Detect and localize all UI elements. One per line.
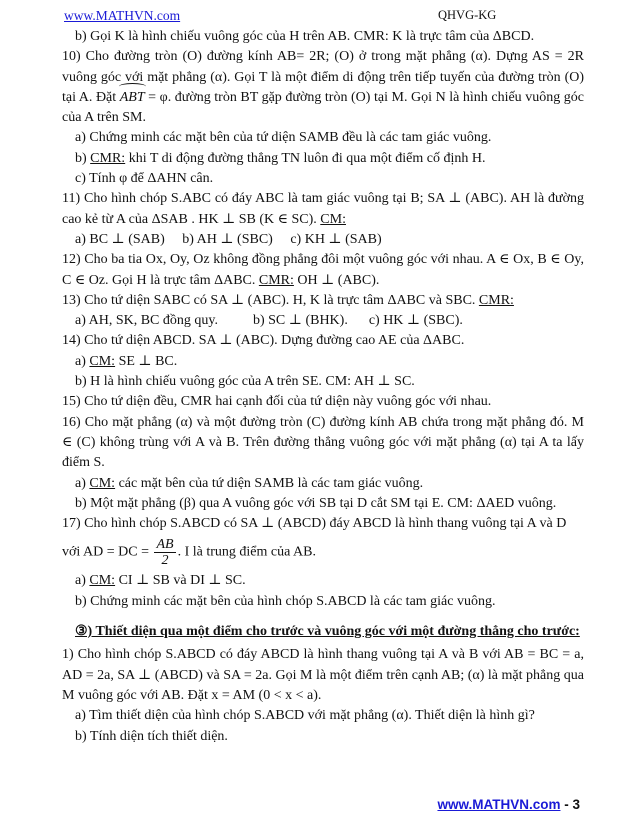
exercise-text: CI ⊥ SB và DI ⊥ SC. bbox=[115, 573, 246, 589]
fraction bbox=[154, 537, 175, 568]
section-title: ③) Thiết diện qua một điểm cho trước và vuông góc với một đường thẳng cho trước: bbox=[75, 624, 580, 640]
exercise-line bbox=[62, 149, 584, 169]
header-code: QHVG-KG bbox=[438, 8, 497, 22]
exercise-line: a) AH, SK, BC đồng quy. b) SC ⊥ (BHK). c) HK ⊥ (SBC). bbox=[75, 313, 463, 329]
exercise-line bbox=[62, 537, 584, 568]
underlined-label: CM: bbox=[89, 475, 116, 491]
exercise-17: 17) Cho hình chóp S.ABCD có SA ⊥ (ABCD) đáy ABCD là hình thang vuông tại A và D bbox=[62, 516, 567, 532]
exercise-text: với AD = DC = bbox=[62, 545, 153, 561]
exercise-11 bbox=[62, 189, 584, 230]
exercise-text: a) bbox=[75, 573, 90, 589]
page-footer bbox=[437, 797, 580, 812]
exercise-line: b) H là hình chiếu vuông góc của A trên SE. CM: AH ⊥ SC. bbox=[75, 374, 415, 390]
fraction-denominator: 2 bbox=[161, 553, 169, 569]
exercise-10 bbox=[62, 47, 584, 128]
page-number: - 3 bbox=[560, 797, 580, 812]
fraction-numerator: AB bbox=[156, 537, 174, 553]
exercise-text: a) bbox=[75, 475, 90, 491]
exercise-text: 13) Cho tứ diện SABC có SA ⊥ (ABC). H, K là trực tâm ΔABC và SBC. bbox=[62, 292, 479, 308]
section-exercise-1: 1) Cho hình chóp S.ABCD có đáy ABCD là hình thang vuông tại A và B với AB = BC = a, AD = 2a, SA ⊥ (ABCD) và SA = 2a. Gọi M là một điểm trên cạnh AB; (α) là mặt phẳng qua M vuông góc với AB. Đặt x = AM (0 < x < a). bbox=[62, 647, 584, 703]
exercise-line: b) Chứng minh các mặt bên của hình chóp S.ABCD là các tam giác vuông. bbox=[75, 593, 496, 609]
exercise-12 bbox=[62, 250, 584, 291]
exercise-13 bbox=[62, 291, 584, 311]
exercise-text: . I là trung điểm của AB. bbox=[177, 545, 317, 561]
exercise-14: 14) Cho tứ diện ABCD. SA ⊥ (ABC). Dựng đường cao AE của ΔABC. bbox=[62, 333, 465, 349]
underlined-label: CMR: bbox=[478, 292, 514, 308]
exercise-text: 10) Cho đường tròn (O) đường kính AB= 2R; (O) ở trong mặt phẳng (α). Dựng AS = 2R vuông góc với mặt phẳng (α). Gọi T là một điểm di động trên tiếp tuyến của đường tròn (O) tại A. Đặt bbox=[62, 49, 584, 105]
underlined-label: CM: bbox=[89, 573, 116, 589]
exercise-text: 11) Cho hình chóp S.ABC có đáy ABC là tam giác vuông tại B; SA ⊥ (ABC). AH là đường cao kẻ từ A của ΔSAB . HK ⊥ SB (K ∈ SC). bbox=[62, 191, 584, 227]
exercise-16: 16) Cho mặt phẳng (α) và một đường tròn (C) đường kính AB chứa trong mặt phẳng đó. M ∈ (C) không trùng với A và B. Trên đường thẳng vuông góc với mặt phẳng (α) tại A ta lấy điểm S. bbox=[62, 414, 584, 471]
exercise-line bbox=[62, 571, 584, 591]
underlined-label: CMR: bbox=[258, 272, 294, 288]
exercise-15: 15) Cho tứ diện đều, CMR hai cạnh đối của tứ diện này vuông góc với nhau. bbox=[62, 394, 492, 410]
exercise-text: các mặt bên của tứ diện SAMB là các tam giác vuông. bbox=[115, 475, 424, 491]
exercise-line: b) Gọi K là hình chiếu vuông góc của H trên AB. CMR: K là trực tâm của ΔBCD. bbox=[75, 29, 535, 44]
exercise-text: = φ. đường tròn BT gặp đường tròn (O) tại M. Gọi N là hình chiếu vuông góc của A trên SM. bbox=[62, 89, 584, 126]
exercise-text: 12) Cho ba tia Ox, Oy, Oz không đồng phẳng đôi một vuông góc với nhau. A ∈ Ox, B ∈ Oy, C ∈ Oz. Gọi H là trực tâm ΔABC. bbox=[62, 252, 584, 288]
exercise-line: a) BC ⊥ (SAB) b) AH ⊥ (SBC) c) KH ⊥ (SAB) bbox=[75, 231, 382, 247]
footer-site-link[interactable]: www.MATHVN.com bbox=[437, 797, 561, 812]
underlined-label: CMR: bbox=[90, 150, 126, 166]
exercise-line: b) Một mặt phẳng (β) qua A vuông góc với SB tại D cắt SM tại E. CM: ΔAED vuông. bbox=[75, 495, 557, 511]
underlined-label: CM: bbox=[320, 211, 346, 227]
document-body bbox=[62, 27, 584, 747]
exercise-text: b) bbox=[75, 150, 91, 166]
exercise-text: khi T di động đường thẳng TN luôn đi qua một điểm cố định H. bbox=[125, 150, 486, 166]
exercise-text: OH ⊥ (ABC). bbox=[293, 272, 380, 288]
underlined-label: CM: bbox=[89, 353, 116, 369]
exercise-text: SE ⊥ BC. bbox=[115, 353, 178, 369]
exercise-line: a) Chứng minh các mặt bên của tứ diện SAMB đều là các tam giác vuông. bbox=[75, 130, 492, 146]
exercise-line: c) Tính φ để ΔAHN cân. bbox=[75, 171, 214, 187]
exercise-line: a) Tìm thiết diện của hình chóp S.ABCD với mặt phẳng (α). Thiết diện là hình gì? bbox=[75, 708, 535, 724]
header-site-link[interactable]: www.MATHVN.com bbox=[64, 8, 181, 23]
angle-arc-notation: ABT bbox=[120, 88, 145, 108]
page-header bbox=[64, 8, 582, 26]
exercise-line bbox=[62, 474, 584, 494]
exercise-line bbox=[62, 352, 584, 372]
exercise-line: b) Tính diện tích thiết diện. bbox=[75, 728, 228, 744]
exercise-text: a) bbox=[75, 353, 90, 369]
